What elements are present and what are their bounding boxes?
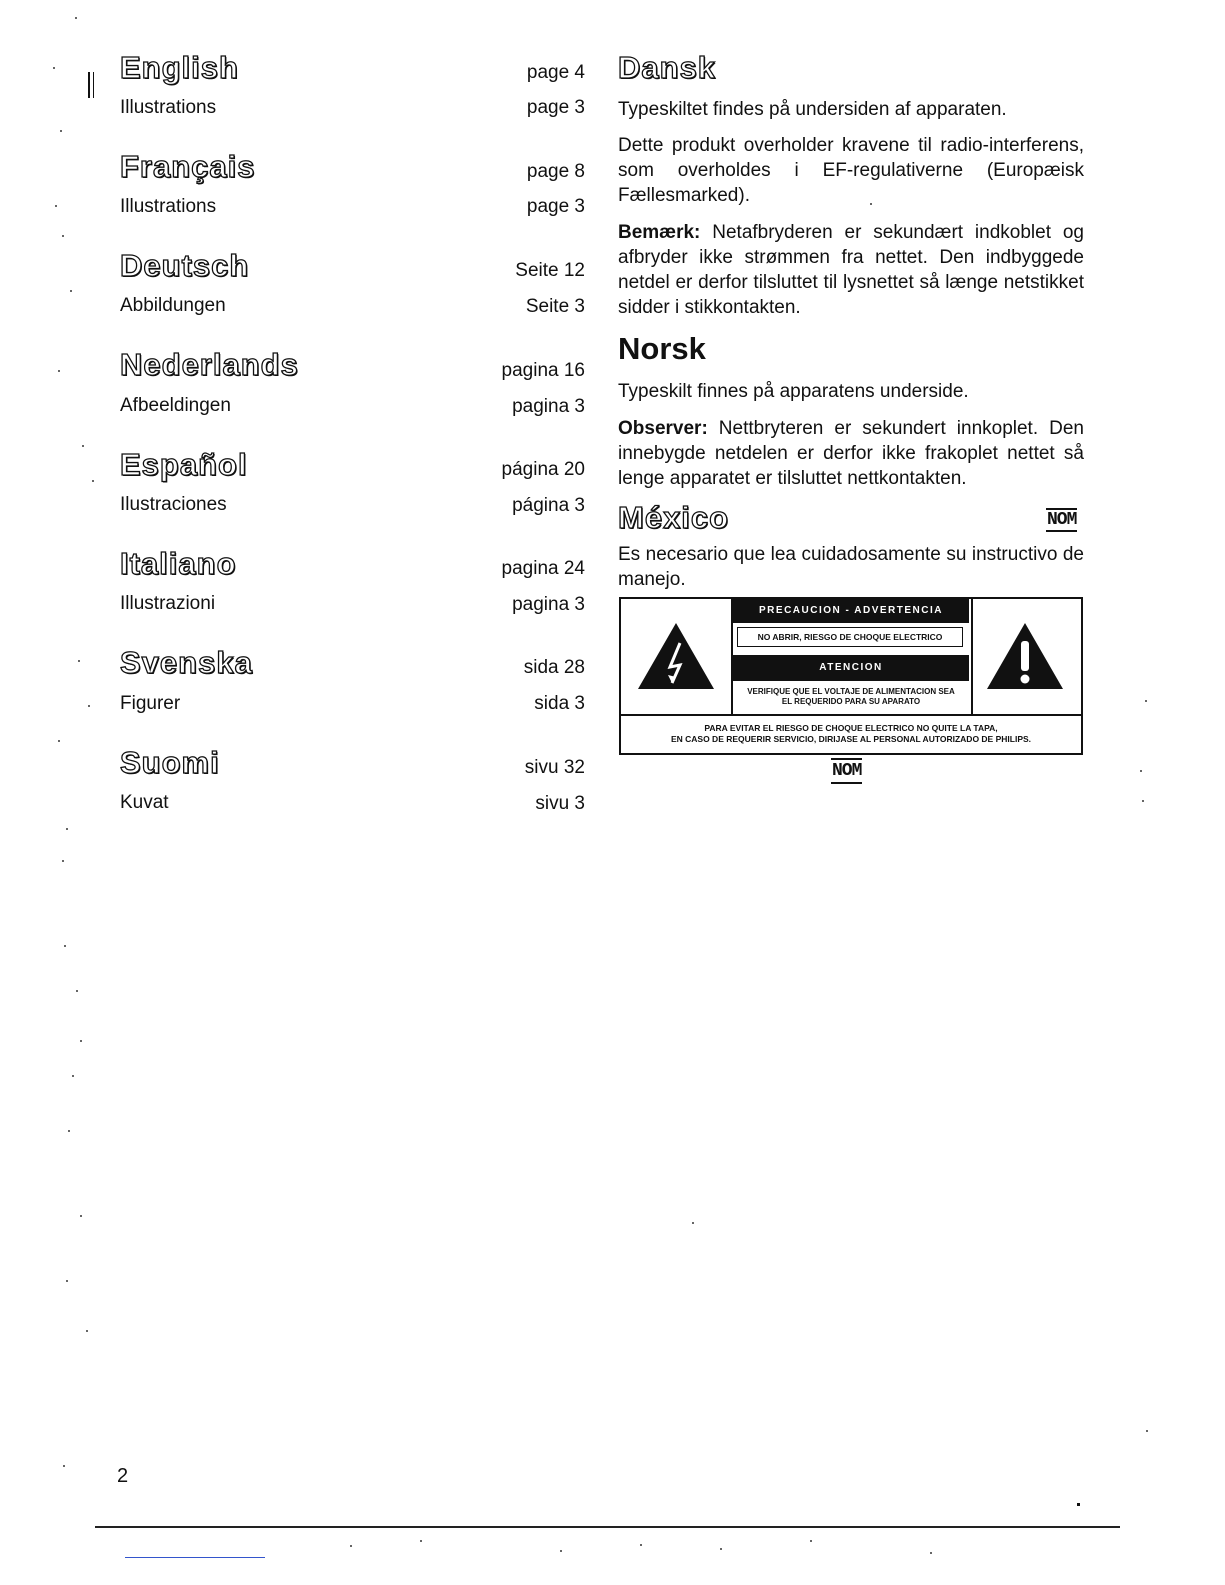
index-subpage-english[interactable]: page 3 — [526, 97, 585, 118]
norsk-note-label: Observer: — [618, 418, 708, 439]
mexico-paragraph: Es necesario que lea cuidadosamente su instructivo de manejo. — [618, 544, 1084, 590]
warning-line-1: NO ABRIR, RIESGO DE CHOQUE ELECTRICO — [737, 627, 963, 647]
warning-left-cell — [621, 599, 733, 714]
page-number: 2 — [117, 1465, 129, 1487]
warning-header: PRECAUCION - ADVERTENCIA — [733, 599, 969, 623]
index-lang-nederlands[interactable]: Nederlands — [120, 347, 299, 382]
index-page-svenska[interactable]: sida 28 — [523, 657, 585, 678]
scan-edge-line-faint — [125, 1557, 265, 1558]
index-page-italiano[interactable]: pagina 24 — [501, 558, 585, 579]
index-page-espanol[interactable]: página 20 — [501, 459, 585, 480]
norsk-heading: Norsk — [618, 331, 706, 366]
dansk-paragraph-1: Typeskiltet findes på undersiden af apparaten. — [618, 99, 1007, 120]
warning-middle-cell — [733, 599, 969, 714]
exclamation-warning-icon — [985, 621, 1065, 691]
index-sub-svenska: Figurer — [120, 693, 181, 714]
warning-right-cell — [971, 599, 1083, 714]
electric-shock-warning-icon — [636, 621, 716, 691]
norsk-note-text: Nettbryteren er sekundert innkoplet. Den innebygde netdelen er derfor ikke frakoplet nettet så lenge apparatet er tilsluttet nettkontakten. — [618, 418, 1084, 489]
index-sub-english: Illustrations — [120, 97, 217, 118]
scan-edge-line — [95, 1526, 1120, 1528]
index-lang-deutsch[interactable]: Deutsch — [120, 248, 250, 283]
warning-line-2: VERIFIQUE QUE EL VOLTAJE DE ALIMENTACION SEA EL REQUERIDO PARA SU APARATO — [747, 687, 955, 706]
index-lang-suomi[interactable]: Suomi — [120, 745, 220, 780]
binding-mark — [88, 72, 94, 98]
index-lang-francais[interactable]: Français — [120, 149, 256, 184]
warning-footer-line-1: PARA EVITAR EL RIESGO DE CHOQUE ELECTRICO NO QUITE LA TAPA, — [704, 723, 998, 733]
nom-mark-bottom: NOM — [831, 758, 862, 784]
index-page-deutsch[interactable]: Seite 12 — [515, 260, 585, 281]
dansk-note-label: Bemærk: — [618, 222, 701, 243]
index-lang-italiano[interactable]: Italiano — [120, 546, 237, 581]
index-subpage-svenska[interactable]: sida 3 — [534, 693, 585, 714]
index-lang-svenska[interactable]: Svenska — [120, 645, 253, 680]
dansk-note — [618, 220, 1084, 320]
dansk-paragraph-2: Dette produkt overholder kravene til radio-interferens, som overholdes i EF-regulativerne (Europæisk Fællesmarked). — [618, 135, 1084, 206]
index-subpage-deutsch[interactable]: Seite 3 — [525, 296, 585, 317]
mexico-heading: México — [618, 500, 730, 535]
norsk-note — [618, 416, 1084, 491]
index-subpage-italiano[interactable]: pagina 3 — [512, 594, 585, 615]
index-sub-francais: Illustrations — [120, 196, 217, 217]
warning-footer-line-2: EN CASO DE REQUERIR SERVICIO, DIRIJASE AL PERSONAL AUTORIZADO DE PHILIPS. — [670, 734, 1032, 744]
warning-atencion: ATENCION — [733, 655, 969, 681]
warning-footer — [621, 714, 1081, 755]
index-page-english[interactable]: page 4 — [526, 62, 585, 83]
index-sub-suomi: Kuvat — [120, 792, 169, 813]
index-page-francais[interactable]: page 8 — [526, 161, 585, 182]
index-sub-espanol: Ilustraciones — [120, 494, 227, 515]
index-page-nederlands[interactable]: pagina 16 — [501, 360, 585, 381]
index-subpage-espanol[interactable]: página 3 — [512, 495, 585, 516]
norsk-paragraph-1: Typeskilt finnes på apparatens underside. — [618, 381, 969, 402]
index-subpage-francais[interactable]: page 3 — [526, 196, 585, 217]
index-sub-nederlands: Afbeeldingen — [120, 395, 231, 416]
index-lang-english[interactable]: English — [120, 50, 239, 85]
dansk-heading: Dansk — [618, 50, 717, 85]
index-lang-espanol[interactable]: Español — [120, 447, 248, 482]
index-sub-italiano: Illustrazioni — [120, 593, 216, 614]
nom-mark-top: NOM — [1047, 510, 1077, 530]
index-subpage-suomi[interactable]: sivu 3 — [535, 793, 585, 814]
index-page-suomi[interactable]: sivu 32 — [524, 757, 585, 778]
warning-label — [619, 597, 1083, 755]
index-subpage-nederlands[interactable]: pagina 3 — [512, 396, 585, 417]
index-sub-deutsch: Abbildungen — [120, 295, 226, 316]
dansk-note-text: Netafbryderen er sekundært indkoblet og afbryder ikke strømmen fra nettet. Den indbyggede netdel er derfor tilsluttet til lysnettet så længe netstikket sidder i stikkontakten. — [618, 222, 1084, 318]
